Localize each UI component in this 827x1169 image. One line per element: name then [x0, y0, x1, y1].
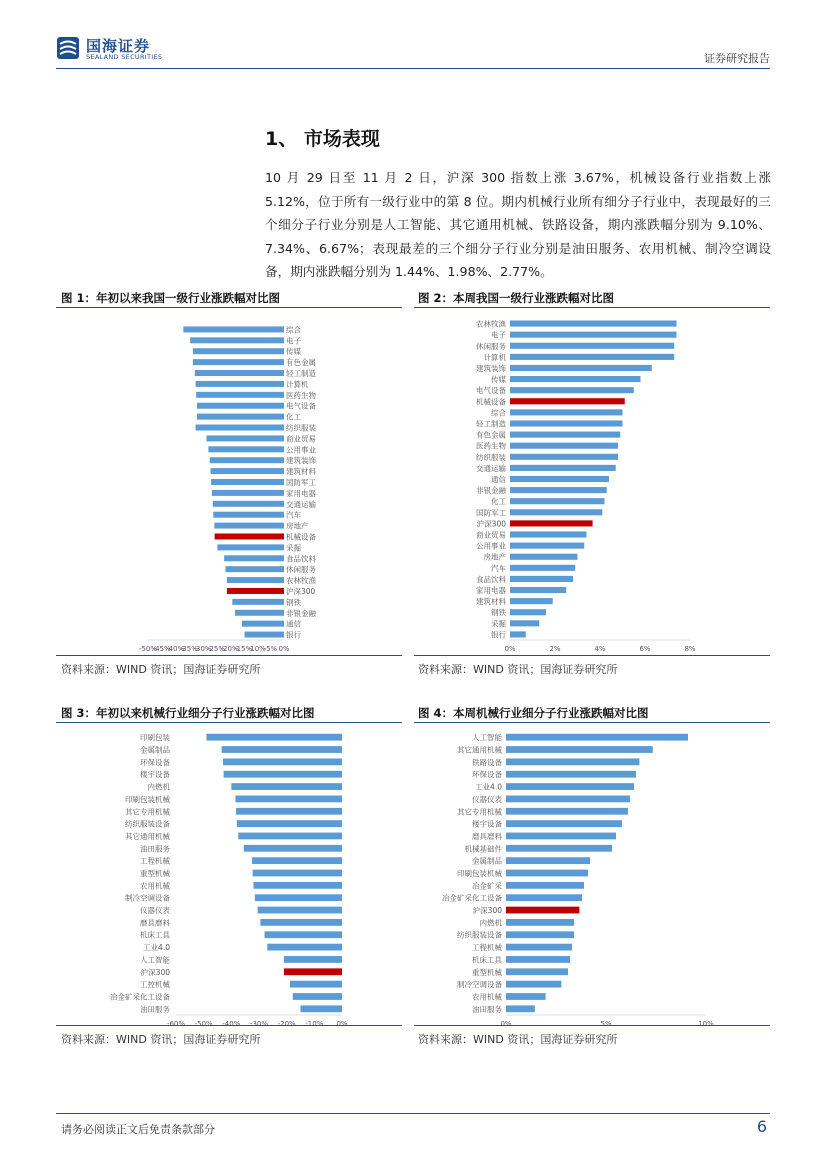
chart-category-label: 仪器仪表	[140, 906, 170, 916]
chart-bar	[506, 796, 630, 803]
chart-category-label: 机床工具	[472, 955, 502, 965]
chart-tick-label: 0%	[278, 645, 290, 653]
chart-category-label: 农林牧渔	[476, 319, 506, 329]
chart-bar	[244, 845, 342, 852]
section-title: 1、 市场表现	[265, 128, 380, 150]
header-divider	[56, 68, 770, 69]
chart-category-label: 楼宇设备	[140, 770, 170, 780]
chart-bar	[510, 320, 677, 326]
chart-bar	[301, 1005, 343, 1012]
chart-category-label: 房地产	[483, 552, 506, 562]
chart-bar	[224, 555, 284, 561]
chart-bar	[510, 432, 620, 438]
chart-bar	[510, 454, 618, 460]
chart-category-label: 楼宇设备	[472, 819, 502, 829]
chart-category-label: 通信	[491, 475, 506, 484]
chart-category-label: 化工	[491, 497, 506, 507]
chart-bar	[510, 343, 674, 349]
chart-category-label: 建筑材料	[286, 467, 316, 477]
chart-bar	[231, 783, 342, 790]
chart-category-label: 制冷空调设备	[125, 893, 170, 903]
chart-category-label: 内燃机	[147, 782, 170, 792]
chart-category-label: 磨具磨料	[472, 831, 502, 841]
chart-category-label: 建筑材料	[476, 597, 506, 607]
chart-bar	[293, 993, 342, 1000]
chart-bar	[510, 365, 652, 371]
chart-category-label: 传媒	[286, 347, 301, 357]
chart-tick-label: 8%	[684, 645, 696, 653]
figure-2-top-rule	[414, 307, 770, 308]
chart-category-label: 其它专用机械	[125, 807, 170, 817]
chart-bar	[196, 381, 284, 387]
chart-bar	[510, 476, 609, 482]
chart-bar	[510, 620, 539, 626]
chart-bar	[506, 820, 622, 827]
chart-tick-label: 0%	[504, 645, 516, 653]
chart-category-label: 工控机械	[140, 980, 170, 990]
chart-bar	[506, 833, 616, 840]
chart-category-label: 电子	[286, 336, 301, 346]
chart-category-label: 其它通用机械	[457, 745, 502, 755]
chart-category-label: 非银金融	[286, 608, 316, 618]
chart-bar	[211, 479, 284, 485]
chart-bar	[190, 337, 284, 343]
figure-3-top-rule	[56, 722, 402, 723]
chart-category-label: 机械基础件	[464, 844, 502, 854]
chart-category-label: 其它通用机械	[125, 831, 170, 841]
figure-1-title: 图 1：年初以来我国一级行业涨跌幅对比图	[61, 291, 281, 305]
chart-bar	[506, 944, 572, 951]
chart-tick-label: -25%	[206, 645, 226, 653]
chart-bar	[284, 968, 342, 975]
chart-bar	[506, 845, 612, 852]
chart-bar	[506, 1005, 535, 1012]
chart-category-label: 沪深300	[286, 586, 316, 596]
chart-bar	[226, 566, 284, 572]
chart-category-label: 环保设备	[472, 770, 502, 780]
chart-category-label: 电子	[491, 330, 506, 340]
chart-bar	[506, 993, 546, 1000]
chart-bar	[236, 808, 342, 815]
chart-category-label: 家用电器	[286, 488, 316, 498]
chart-category-label: 沪深300	[472, 906, 502, 916]
chart-bar	[510, 520, 593, 526]
chart-tick-label: -40%	[166, 645, 185, 653]
chart-bar	[510, 531, 587, 537]
chart-category-label: 钢铁	[491, 608, 506, 618]
chart-category-label: 采掘	[286, 543, 301, 553]
chart-category-label: 制冷空调设备	[457, 980, 502, 990]
chart-tick-label: -30%	[249, 1020, 269, 1025]
section-paragraph: 10 月 29 日至 11 月 2 日，沪深 300 指数上涨 3.67%，机械设备行业指数上涨 5.12%，位于所有一级行业中的第 8 位。期内机械行业所有细分子行业中，表现最好的三个细分子行业分别是人工智能、其它通用机械、铁路设备，期内涨跌幅分别为 9.10%、7.34%、6.67%；表现最差的三个细分子行业分别是油田服务、农用机械、制冷空调设备，期内涨跌幅分别为 1.44%、1.98%、2.77%。	[265, 170, 771, 279]
chart-category-label: 农林牧渔	[286, 576, 316, 586]
chart-tick-label: -15%	[234, 645, 253, 653]
chart-bar	[510, 443, 618, 449]
chart-bar	[506, 981, 561, 988]
chart-category-label: 其它专用机械	[457, 807, 502, 817]
chart-category-label: 计算机	[286, 379, 309, 389]
chart-category-label: 医药生物	[476, 441, 506, 451]
chart-category-label: 环保设备	[140, 757, 170, 767]
chart-bar	[290, 981, 342, 988]
chart-category-label: 采掘	[491, 619, 506, 629]
chart-bar	[506, 931, 574, 938]
chart-bar	[210, 457, 284, 463]
chart-category-label: 磨具磨料	[140, 918, 170, 928]
chart-category-label: 休闲服务	[476, 341, 506, 351]
figure-2-source: 资料来源：WIND 资讯；国海证券研究所	[418, 663, 618, 676]
chart-category-label: 农用机械	[472, 992, 502, 1002]
chart-bar	[215, 533, 284, 539]
chart-bar	[238, 833, 342, 840]
chart-bar	[193, 348, 284, 354]
chart-category-label: 纺织服装设备	[125, 819, 170, 829]
chart-bar	[506, 882, 584, 889]
chart-bar	[253, 870, 342, 877]
chart-category-label: 银行	[491, 630, 506, 640]
chart-category-label: 印刷包装机械	[457, 869, 502, 878]
chart-tick-label: -50%	[194, 1020, 213, 1025]
chart-category-label: 重型机械	[472, 967, 502, 977]
figure-3-title: 图 3：年初以来机械行业细分子行业涨跌幅对比图	[61, 706, 315, 720]
chart-bar	[196, 392, 284, 398]
chart-bar	[510, 387, 634, 393]
chart-bar	[197, 414, 284, 420]
page-number: 6	[756, 1117, 767, 1136]
chart-tick-label: -35%	[179, 645, 198, 653]
chart-bar	[212, 490, 284, 496]
chart-bar	[235, 796, 342, 803]
chart-bar	[232, 599, 284, 605]
chart-bar	[265, 931, 342, 938]
sealand-logo-icon	[56, 36, 80, 60]
chart-category-label: 电气设备	[476, 386, 506, 396]
chart-category-label: 印刷包装机械	[125, 794, 170, 804]
chart-category-label: 钢铁	[286, 597, 301, 607]
chart-tick-label: 10%	[698, 1020, 714, 1025]
chart-bar	[510, 376, 641, 382]
figure-3-chart	[56, 725, 402, 1025]
chart-category-label: 汽车	[491, 563, 506, 573]
chart-category-label: 油田服务	[140, 1004, 170, 1014]
chart-bar	[284, 956, 342, 963]
chart-category-label: 非银金融	[476, 486, 506, 496]
chart-tick-label: -45%	[152, 645, 171, 653]
chart-bar	[510, 509, 602, 515]
chart-category-label: 金属制品	[140, 745, 170, 755]
chart-tick-label: 6%	[639, 645, 651, 653]
chart-category-label: 冶金矿采化工设备	[442, 893, 502, 903]
chart-bar	[235, 610, 284, 616]
chart-bar	[510, 631, 526, 637]
chart-category-label: 油田服务	[472, 1004, 502, 1014]
chart-bar	[506, 808, 628, 815]
figure-4-top-rule	[414, 722, 770, 723]
figure-2-bottom-rule	[414, 655, 770, 656]
figure-3-source: 资料来源：WIND 资讯；国海证券研究所	[61, 1033, 261, 1046]
chart-bar	[242, 621, 284, 627]
chart-bar	[510, 587, 566, 593]
chart-bar	[206, 734, 342, 741]
chart-category-label: 铁路设备	[472, 757, 502, 767]
chart-category-label: 内燃机	[479, 918, 502, 928]
figure-1-bottom-rule	[56, 655, 402, 656]
chart-bar	[255, 894, 342, 901]
chart-tick-label: -40%	[222, 1020, 241, 1025]
figure-1-top-rule	[56, 307, 402, 308]
chart-tick-label: -30%	[193, 645, 212, 653]
chart-category-label: 公用事业	[286, 445, 316, 455]
chart-category-label: 工程机械	[472, 943, 502, 953]
chart-category-label: 重型机械	[140, 869, 170, 878]
chart-bar	[510, 487, 607, 493]
chart-bar	[237, 820, 342, 827]
chart-bar	[510, 609, 546, 615]
chart-category-label: 人工智能	[140, 955, 170, 965]
chart-bar	[506, 956, 570, 963]
chart-bar	[217, 544, 284, 550]
footer-disclaimer-note: 请务必阅读正文后免责条款部分	[61, 1123, 215, 1136]
chart-bar	[227, 588, 284, 594]
chart-bar	[510, 354, 674, 360]
chart-category-label: 沪深300	[476, 519, 506, 529]
chart-bar	[506, 734, 688, 741]
chart-bar	[224, 771, 342, 778]
chart-tick-label: 4%	[594, 645, 606, 653]
chart-category-label: 农用机械	[140, 881, 170, 891]
chart-category-label: 沪深300	[140, 967, 170, 977]
figure-4-title: 图 4：本周机械行业细分子行业涨跌幅对比图	[418, 706, 649, 720]
chart-category-label: 机床工具	[140, 930, 170, 940]
chart-category-label: 国防军工	[476, 508, 506, 518]
chart-category-label: 汽车	[286, 510, 301, 520]
chart-bar	[195, 370, 284, 376]
chart-bar	[227, 577, 284, 583]
chart-category-label: 食品饮料	[286, 554, 316, 564]
chart-category-label: 冶金矿采化工设备	[110, 992, 170, 1002]
chart-category-label: 商业贸易	[476, 530, 506, 540]
chart-bar	[245, 632, 284, 638]
logo-text-cn: 国海证券	[86, 37, 151, 55]
chart-bar	[510, 554, 578, 560]
chart-category-label: 轻工制造	[476, 419, 506, 429]
footer-divider	[56, 1113, 770, 1114]
chart-category-label: 工业4.0	[143, 943, 170, 953]
chart-category-label: 冶金矿采	[472, 881, 502, 891]
chart-category-label: 工程机械	[140, 856, 170, 866]
chart-bar	[253, 882, 342, 889]
chart-bar	[208, 446, 284, 452]
chart-category-label: 通信	[286, 619, 301, 629]
chart-bar	[510, 332, 677, 338]
chart-bar	[506, 870, 588, 877]
chart-category-label: 国防军工	[286, 478, 316, 487]
chart-category-label: 纺织服装	[286, 423, 316, 433]
chart-category-label: 机械设备	[286, 532, 316, 542]
chart-bar	[206, 435, 284, 441]
chart-bar	[213, 501, 284, 507]
page-header	[56, 34, 770, 70]
report-type-label: 证券研究报告	[704, 52, 770, 65]
chart-category-label: 家用电器	[476, 586, 506, 596]
chart-bar	[183, 326, 284, 332]
chart-category-label: 电气设备	[286, 401, 316, 411]
chart-bar	[211, 468, 284, 474]
chart-bar	[506, 907, 579, 914]
chart-tick-label: -20%	[277, 1020, 296, 1025]
chart-bar	[258, 907, 342, 914]
chart-bar	[510, 420, 623, 426]
chart-category-label: 计算机	[483, 352, 506, 362]
figure-2-chart	[414, 310, 770, 655]
figure-2-title: 图 2：本周我国一级行业涨跌幅对比图	[418, 291, 615, 305]
chart-bar	[510, 498, 605, 504]
chart-bar	[510, 398, 625, 404]
chart-tick-label: -50%	[138, 645, 158, 653]
chart-bar	[213, 512, 284, 518]
chart-tick-label: 0%	[500, 1020, 512, 1025]
chart-tick-label: -5%	[263, 645, 278, 653]
chart-category-label: 公用事业	[476, 541, 506, 551]
logo-text-en: SEALAND SECURITIES	[86, 53, 163, 61]
chart-category-label: 油田服务	[140, 844, 170, 854]
chart-category-label: 工业4.0	[475, 782, 502, 792]
chart-category-label: 商业贸易	[286, 434, 316, 444]
chart-tick-label: 5%	[600, 1020, 612, 1025]
chart-category-label: 食品饮料	[476, 574, 506, 584]
chart-tick-label: 0%	[336, 1020, 348, 1025]
chart-bar	[510, 565, 575, 571]
chart-category-label: 建筑装饰	[476, 363, 506, 373]
chart-bar	[214, 523, 284, 529]
chart-category-label: 印刷包装	[140, 733, 170, 743]
chart-category-label: 交通运输	[476, 463, 506, 473]
chart-tick-label: -10%	[247, 645, 266, 653]
chart-category-label: 休闲服务	[286, 565, 316, 575]
chart-category-label: 纺织服装	[476, 452, 506, 462]
chart-category-label: 仪器仪表	[472, 794, 502, 804]
chart-category-label: 综合	[286, 325, 301, 335]
chart-bar	[193, 359, 284, 365]
chart-tick-label: 2%	[549, 645, 561, 653]
chart-bar	[510, 409, 623, 415]
chart-bar	[506, 894, 582, 901]
chart-bar	[506, 919, 574, 926]
chart-bar	[267, 944, 342, 951]
chart-category-label: 机械设备	[476, 397, 506, 407]
chart-tick-label: -20%	[220, 645, 239, 653]
chart-category-label: 纺织服装设备	[457, 930, 502, 940]
chart-category-label: 房地产	[286, 521, 309, 531]
chart-category-label: 银行	[286, 630, 301, 640]
chart-bar	[506, 968, 568, 975]
figure-1-chart	[56, 310, 402, 655]
chart-bar	[506, 857, 590, 864]
figure-4-bottom-rule	[414, 1025, 770, 1026]
chart-bar	[510, 543, 584, 549]
figure-4-source: 资料来源：WIND 资讯；国海证券研究所	[418, 1033, 618, 1046]
chart-bar	[260, 919, 342, 926]
chart-category-label: 轻工制造	[286, 369, 316, 379]
chart-bar	[223, 758, 342, 765]
chart-bar	[510, 576, 573, 582]
chart-bar	[196, 425, 284, 431]
chart-category-label: 有色金属	[286, 358, 316, 368]
chart-bar	[252, 857, 342, 864]
chart-category-label: 建筑装饰	[286, 456, 316, 466]
chart-category-label: 人工智能	[472, 733, 502, 743]
figure-1-source: 资料来源：WIND 资讯；国海证券研究所	[61, 663, 261, 676]
chart-tick-label: -10%	[305, 1020, 324, 1025]
figure-4-chart	[414, 725, 770, 1025]
chart-category-label: 医药生物	[286, 390, 316, 400]
figure-3-bottom-rule	[56, 1025, 402, 1026]
chart-category-label: 有色金属	[476, 430, 506, 440]
chart-bar	[197, 403, 284, 409]
chart-bar	[506, 783, 634, 790]
chart-category-label: 交通运输	[286, 499, 316, 509]
chart-category-label: 传媒	[491, 375, 506, 385]
chart-bar	[506, 771, 636, 778]
chart-bar	[510, 465, 616, 471]
chart-category-label: 化工	[286, 412, 301, 422]
chart-bar	[510, 598, 553, 604]
chart-category-label: 综合	[491, 408, 506, 418]
chart-tick-label: -60%	[166, 1020, 186, 1025]
chart-bar	[506, 746, 653, 753]
chart-bar	[506, 758, 639, 765]
chart-category-label: 金属制品	[472, 856, 502, 866]
chart-bar	[222, 746, 342, 753]
